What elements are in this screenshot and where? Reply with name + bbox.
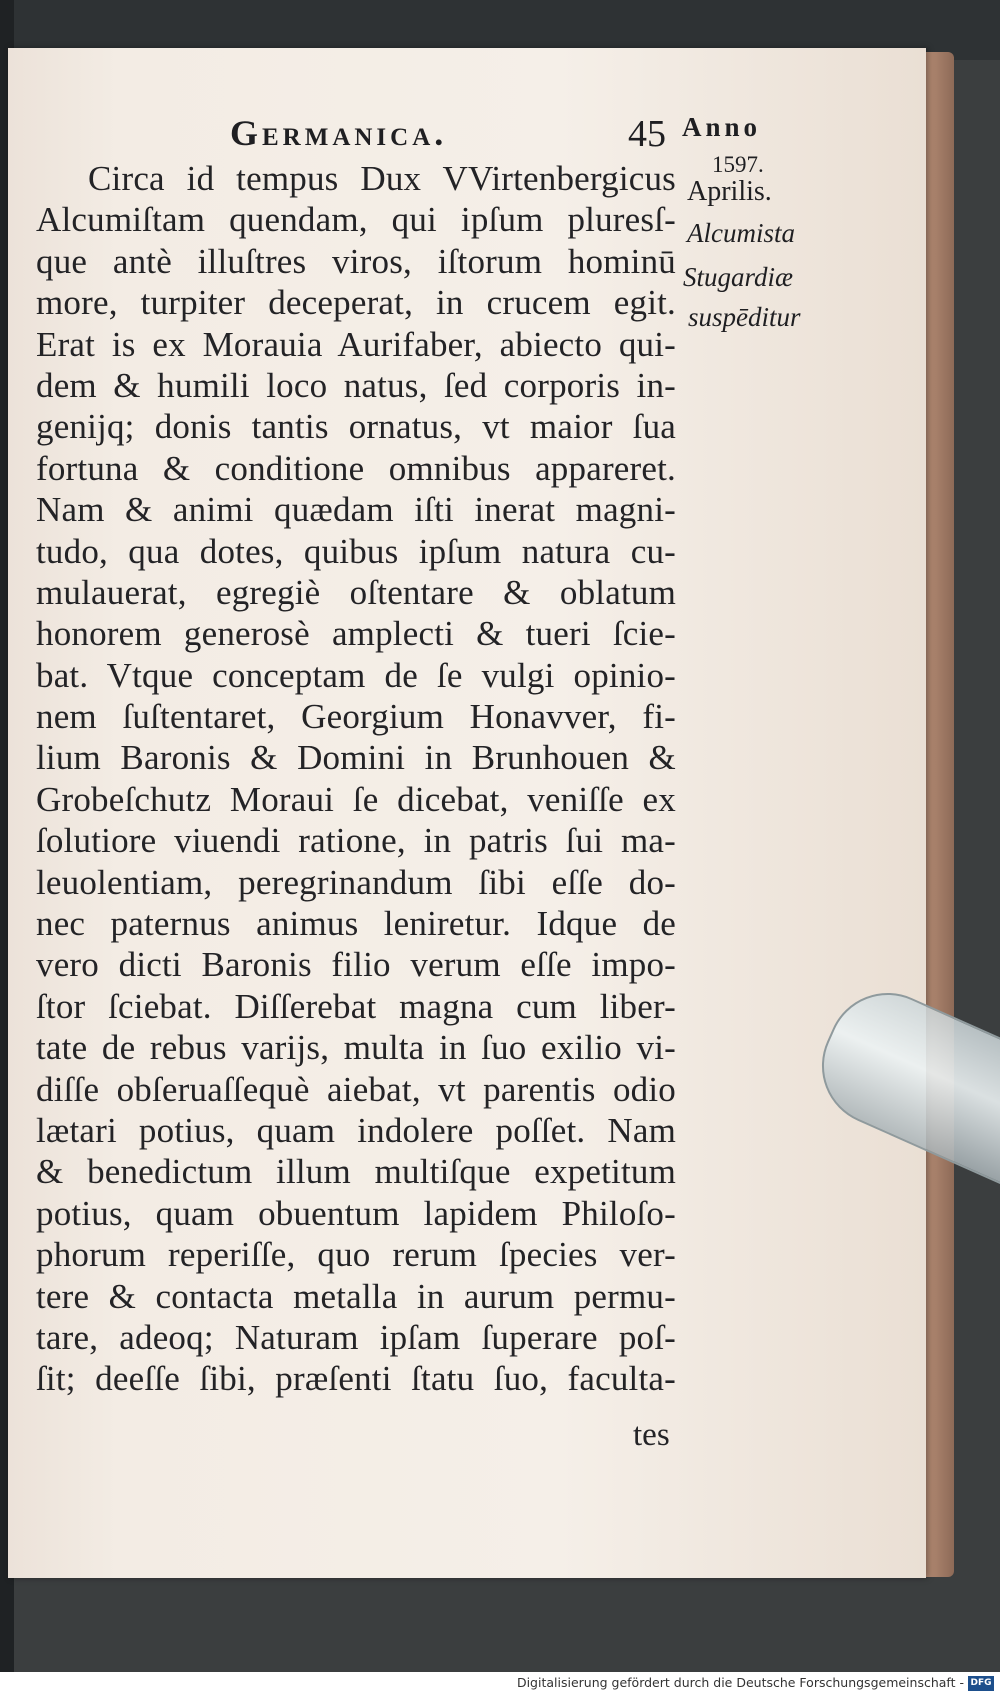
footer-credit: Digitalisierung gefördert durch die Deutsche Forschungsgemeinschaft - xyxy=(516,1675,964,1690)
text-line: nec paternus animus leniretur. Idque de xyxy=(36,904,676,944)
margin-month: Aprilis. xyxy=(687,176,772,207)
text-line: que antè illuſtres viros, iſtorum hominū xyxy=(36,241,676,281)
text-line: lætari potius, quam indolere poſſet. Nam xyxy=(36,1110,676,1150)
body-text xyxy=(36,158,676,1400)
margin-year: 1597. xyxy=(712,152,764,177)
text-line: nem ſuſtentaret, Georgium Honavver, fi- xyxy=(36,697,676,737)
text-line: Grobeſchutz Moraui ſe dicebat, veniſſe ex xyxy=(36,779,676,819)
catchword: tes xyxy=(633,1417,670,1453)
text-line: bat. Vtque conceptam de ſe vulgi opinio- xyxy=(36,655,676,695)
text-line: dem & humili loco natus, ſed corporis in- xyxy=(36,365,676,405)
margin-note: Stugardiæ xyxy=(683,262,794,292)
text-line: lium Baronis & Domini in Brunhouen & xyxy=(36,738,676,778)
text-line: ſit; deeſſe ſibi, præſenti ſtatu ſuo, faculta- xyxy=(36,1359,676,1399)
running-head: Germanica. xyxy=(230,113,448,153)
margin-note: Alcumista xyxy=(687,218,795,248)
text-line: ſtor ſciebat. Diſſerebat magna cum liber- xyxy=(36,986,676,1026)
text-line: vero dicti Baronis filio verum eſſe impo- xyxy=(36,945,676,985)
text-line: Nam & animi quædam iſti inerat magni- xyxy=(36,490,676,530)
text-line: more, turpiter deceperat, in crucem egit. xyxy=(36,283,676,323)
margin-anno: Anno xyxy=(682,112,762,142)
text-line: & benedictum illum multiſque expetitum xyxy=(36,1152,676,1192)
margin-note: suspēditur xyxy=(688,302,801,332)
footer-bar xyxy=(0,1672,1000,1697)
text-line: Circa id tempus Dux VVirtenbergicus xyxy=(88,159,676,198)
text-line: Erat is ex Morauia Aurifaber, abiecto qui- xyxy=(36,324,676,364)
dfg-logo-icon: DFG xyxy=(968,1676,994,1691)
text-line: fortuna & conditione omnibus appareret. xyxy=(36,448,676,488)
text-line: diſſe obſeruaſſequè aiebat, vt parentis odio xyxy=(36,1069,676,1109)
text-line: honorem generosè amplecti & tueri ſcie- xyxy=(36,614,676,654)
text-line: tate de rebus varijs, multa in ſuo exilio vi- xyxy=(36,1028,676,1068)
text-line: genijq; donis tantis ornatus, vt maior ſua xyxy=(36,407,676,447)
text-line: Alcumiſtam quendam, qui ipſum pluresſ- xyxy=(36,200,676,240)
text-line: leuolentiam, peregrinandum ſibi eſſe do- xyxy=(36,862,676,902)
text-line: mulauerat, egregiè oſtentare & oblatum xyxy=(36,572,676,612)
text-line: ſolutiore viuendi ratione, in patris ſui ma- xyxy=(36,821,676,861)
page-number: 45 xyxy=(628,113,666,155)
text-line: tudo, qua dotes, quibus ipſum natura cu- xyxy=(36,531,676,571)
text-line: phorum reperiſſe, quo rerum ſpecies ver- xyxy=(36,1235,676,1275)
text-line: tare, adeoq; Naturam ipſam ſuperare poſ- xyxy=(36,1317,676,1357)
text-line: tere & contacta metalla in aurum permu- xyxy=(36,1276,676,1316)
text-line: potius, quam obuentum lapidem Philoſo- xyxy=(36,1193,676,1233)
